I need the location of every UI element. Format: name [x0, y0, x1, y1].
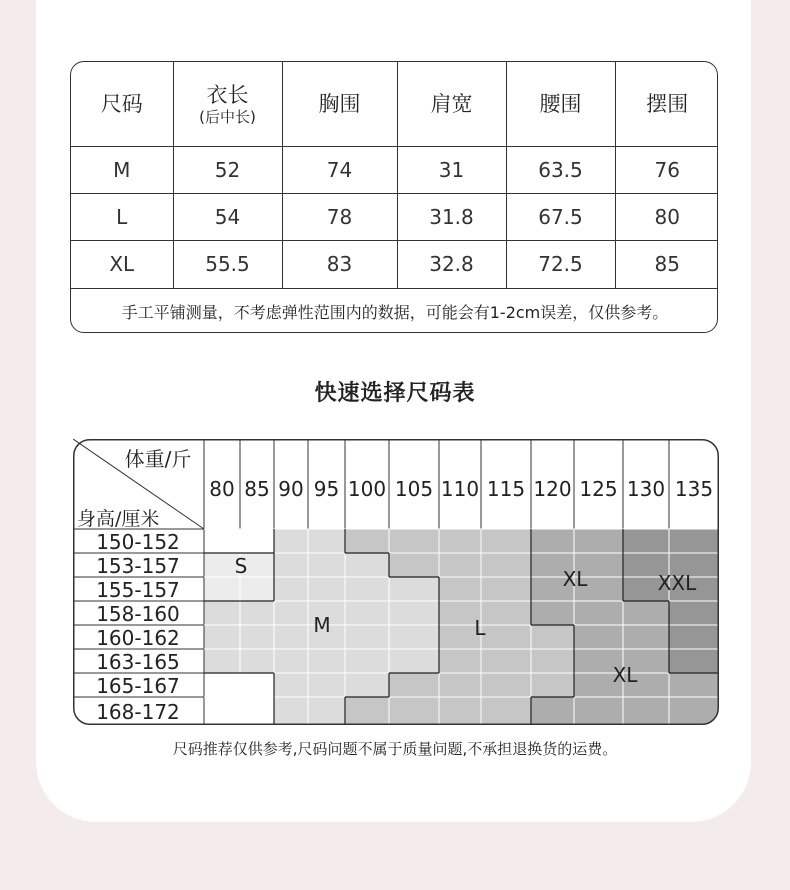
- height-row-label: 165-167: [96, 674, 180, 698]
- size-cell: [308, 577, 345, 601]
- weight-header: 125: [579, 477, 618, 501]
- size-cell: [669, 673, 719, 697]
- table-cell: 32.8: [397, 240, 506, 288]
- size-cell: [204, 577, 240, 601]
- height-row-label: 153-157: [96, 554, 180, 578]
- size-cell: [389, 673, 439, 697]
- size-cell: [389, 649, 439, 673]
- size-cell: [481, 673, 531, 697]
- weight-header: 115: [486, 477, 526, 501]
- height-row-label: 160-162: [96, 626, 180, 650]
- height-row-label: 168-172: [96, 700, 180, 724]
- size-cell: [204, 529, 240, 553]
- size-cell: [389, 577, 439, 601]
- header-shoulder: 肩宽: [397, 62, 506, 146]
- size-cell: [389, 529, 439, 553]
- size-cell: [481, 529, 531, 553]
- table-cell: 31: [397, 146, 506, 193]
- quick-size-grid: [73, 439, 719, 725]
- size-cell: [345, 649, 389, 673]
- table-note-row: [71, 288, 718, 333]
- size-cell: [481, 625, 531, 649]
- table-cell: 31.8: [397, 193, 506, 240]
- header-chest: 胸围: [282, 62, 397, 146]
- table-cell: 78: [282, 193, 397, 240]
- size-cell: [308, 529, 345, 553]
- size-cell: [345, 529, 389, 553]
- table-row: [71, 193, 718, 240]
- size-cell: [389, 625, 439, 649]
- size-cell: [389, 697, 439, 725]
- size-cell: [240, 649, 274, 673]
- zone-label-m: M: [313, 613, 331, 637]
- header-hem: 摆围: [615, 62, 718, 146]
- table-cell: 55.5: [173, 240, 282, 288]
- size-cell: [274, 697, 308, 725]
- weight-header: 130: [626, 477, 666, 501]
- corner-height-label: 身高/厘米: [77, 508, 160, 530]
- size-cell: [389, 553, 439, 577]
- size-cell: [240, 529, 274, 553]
- size-cell: [274, 577, 308, 601]
- zone-label-s: S: [234, 554, 248, 578]
- table-row: [71, 146, 718, 193]
- size-cell: [531, 625, 574, 649]
- size-cell: [274, 529, 308, 553]
- weight-header: 90: [278, 477, 304, 501]
- weight-header: 85: [244, 477, 270, 501]
- size-cell: [623, 697, 669, 725]
- zone-label-xl-top: XL: [562, 567, 588, 591]
- size-cell: [531, 673, 574, 697]
- size-cell: [531, 649, 574, 673]
- table-cell: M: [71, 146, 173, 193]
- size-cell: [345, 625, 389, 649]
- table-cell: 76: [615, 146, 718, 193]
- size-cell: [481, 577, 531, 601]
- size-cell: [439, 529, 481, 553]
- height-row-label: 150-152: [96, 530, 180, 554]
- corner-weight-label: 体重/斤: [124, 447, 192, 471]
- size-cell: [531, 601, 574, 625]
- header-waist: 腰围: [506, 62, 615, 146]
- height-row-label: 155-157: [96, 578, 180, 602]
- size-cell: [345, 577, 389, 601]
- size-cell: [240, 625, 274, 649]
- size-cell: [574, 625, 623, 649]
- weight-header: 105: [394, 477, 434, 501]
- size-cell: [274, 625, 308, 649]
- size-cell: [623, 625, 669, 649]
- size-measurement-table: [70, 61, 718, 333]
- height-row-label: 163-165: [96, 650, 180, 674]
- size-cell: [531, 697, 574, 725]
- zone-label-xl-bottom: XL: [612, 663, 638, 687]
- size-cell: [439, 649, 481, 673]
- header-size: 尺码: [71, 62, 173, 146]
- measurement-note: 手工平铺测量，不考虑弹性范围内的数据，可能会有1-2cm误差，仅供参考。: [71, 288, 718, 333]
- size-cell: [439, 553, 481, 577]
- quick-select-title: 快速选择尺码表: [314, 381, 476, 406]
- size-cell: [308, 649, 345, 673]
- size-cell: [274, 673, 308, 697]
- size-cell: [274, 649, 308, 673]
- table-cell: 67.5: [506, 193, 615, 240]
- table-row: [71, 240, 718, 288]
- table-cell: 74: [282, 146, 397, 193]
- size-cell: [240, 697, 274, 725]
- table-cell: 83: [282, 240, 397, 288]
- table-cell: L: [71, 193, 173, 240]
- size-cell: [623, 529, 669, 553]
- size-cell: [481, 697, 531, 725]
- table-header-row: [71, 62, 718, 146]
- size-cell: [669, 601, 719, 625]
- size-cell: [204, 673, 240, 697]
- height-row-label: 158-160: [96, 602, 180, 626]
- size-cell: [274, 553, 308, 577]
- size-cell: [389, 601, 439, 625]
- size-cell: [439, 673, 481, 697]
- size-cell: [308, 553, 345, 577]
- size-cell: [439, 697, 481, 725]
- weight-header: 120: [533, 477, 572, 501]
- size-cell: [345, 673, 389, 697]
- table-cell: 80: [615, 193, 718, 240]
- table-cell: 52: [173, 146, 282, 193]
- zone-label-xxl: XXL: [657, 571, 697, 595]
- size-cell: [308, 673, 345, 697]
- size-cell: [439, 577, 481, 601]
- table-cell: 72.5: [506, 240, 615, 288]
- size-cell: [623, 601, 669, 625]
- weight-header: 110: [440, 477, 480, 501]
- weight-header: 80: [209, 477, 235, 501]
- header-length: 衣长 (后中长): [173, 62, 282, 146]
- size-cell: [669, 625, 719, 649]
- size-cell: [204, 697, 240, 725]
- footer-note: 尺码推荐仅供参考,尺码问题不属于质量问题,不承担退换货的运费。: [172, 740, 618, 758]
- size-cell: [481, 601, 531, 625]
- size-cell: [669, 649, 719, 673]
- weight-header: 95: [313, 477, 340, 501]
- weight-header: 100: [347, 477, 387, 501]
- size-cell: [345, 697, 389, 725]
- size-cell: [308, 697, 345, 725]
- table-cell: 54: [173, 193, 282, 240]
- size-cell: [531, 529, 574, 553]
- size-cell: [240, 577, 274, 601]
- size-cell: [204, 649, 240, 673]
- size-cell: [669, 529, 719, 553]
- size-cell: [481, 553, 531, 577]
- table-cell: 85: [615, 240, 718, 288]
- table-cell: 63.5: [506, 146, 615, 193]
- weight-header: 135: [674, 477, 714, 501]
- size-cell: [240, 673, 274, 697]
- size-cell: [345, 601, 389, 625]
- size-cell: [274, 601, 308, 625]
- zone-label-l: L: [474, 616, 486, 640]
- size-cell: [204, 601, 240, 625]
- size-cell: [204, 625, 240, 649]
- table-cell: XL: [71, 240, 173, 288]
- size-cell: [481, 649, 531, 673]
- size-cell: [345, 553, 389, 577]
- size-cell: [574, 529, 623, 553]
- size-cell: [240, 601, 274, 625]
- size-cell: [574, 601, 623, 625]
- quick-size-grid-svg: [73, 439, 719, 725]
- size-cell: [574, 697, 623, 725]
